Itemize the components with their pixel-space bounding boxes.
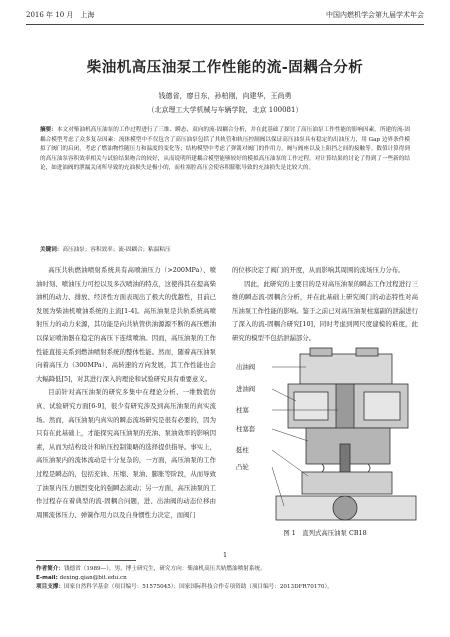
abstract-label: 摘要： (40, 127, 57, 133)
label-plunger-barrel: 柱塞套 (236, 425, 256, 433)
label-outlet-valve: 出油阀 (236, 363, 256, 371)
footnote-label: E-mail: (36, 575, 58, 582)
footnote-rule (36, 560, 136, 561)
author-list: 钱德省，廖日东，孙柏刚，向建华，王尚勇 (158, 92, 292, 100)
abstract-text: 本文对柴油机高压油泵的工作过程进行了三维、瞬态、双向的流-固耦合分析，并在此基础了探讨了高压油泵工作性能的影响因素。所建的流-固耦合模型考虑了众多复杂因素：流体模型中不仅包含了高压油泵包括了其轨管和轨压控制阀以保证高压油泵具有稳定的出油压力，用 Gap 边界条件模拟了阀门的启闭，考虑了燃油物性随压力和温度的变化等；结构模型中考虑了弹簧对阀门的作用力。阀与阀座以及上阻挡之间的接触等。数值计算得到的高压油泵容积效率相关与试验结果吻合的较好，从而说明所建耦合模型能够较好的模拟高压油泵的工作过程。对计算结果的讨论了得到了一些新的结论，如进油阀的泄漏关闭所导致的充油损失是极小的，而柱塞腔高压会使容积膨胀导致的充油损失是比较大的。 (40, 127, 410, 172)
footnotes (36, 565, 420, 593)
pump-figure (236, 346, 422, 526)
footnote-author-bio (36, 565, 420, 574)
header-rule (26, 24, 424, 25)
pump-cross-section-drawing (236, 346, 422, 526)
page-number: 1 (222, 551, 228, 559)
keywords (40, 245, 410, 253)
footnote-email (36, 574, 420, 583)
paper-title: 柴油机高压油泵工作性能的流-固耦合分析 (86, 60, 364, 76)
header-conference: 中国内燃机学会第九届学术年会 (326, 11, 424, 19)
footnote-text: dexing.qian@bit.edu.cn (59, 575, 127, 582)
page-header (26, 6, 424, 20)
footnote-text: 国家自然科学基金（项目编号：51575045）；国家国际科技合作专项资助（项目编号：2013DFR70170）。 (63, 584, 333, 591)
label-cam: 凸轮 (236, 463, 249, 471)
footnote-label: 作者简介： (36, 566, 64, 572)
keywords-text: 高压油泵；容积效率；流-固耦合；粘温粘压 (62, 247, 171, 253)
footnote-label: 项目支撑： (36, 584, 64, 591)
body-column-right (232, 264, 418, 346)
body-paragraph: 目前针对高压油泵的研究多集中在理论分析、一维数值仿真、试验研究方面[6-9]，很少有研究涉及到高压油泵的真实流场。然而，高压油泵内真实的瞬态流场研究是很有必要的，因为只有在此基础上，才能探究高压油泵的充油、泵油效率的影响因素，从而为结构设计和轨压控制策略的选择提供指导。事实上，高压油泵内的流体流动是十分复杂的，一方面，高压油泵的工作过程是瞬态的，包括充油、压缩、泵油、膨胀等阶段，从而导致了油泵内压力剧烈变化的强瞬态流动；另一方面，高压油泵的工作过程存在着典型的流-固耦合问题，进、出油阀的动态位移由周围流体压力、弹簧作用力以及自身惯性力决定，而阀门 (36, 388, 216, 519)
body-paragraph: 因此，此研究的主要目的是对高压油泵的瞬态工作过程进行三维的瞬态流-固耦合分析，并在此基础上研究阀门的动态特性对高压油泵工作性能的影响。鉴于之前已对高压油泵柱塞副的泄漏进行了深入的流-固耦合研究[10]，同时考虑到网尺度建模的难度，此研究的模型不包括泄漏部分。 (232, 279, 418, 342)
header-date: 2016 年 10 月 上海 (26, 11, 95, 19)
label-plunger: 柱塞 (236, 406, 249, 414)
footnote-funding (36, 583, 420, 592)
affiliation: （北京理工大学机械与车辆学院，北京 100081） (147, 106, 303, 114)
label-inlet-valve: 进油阀 (236, 385, 256, 393)
keywords-label: 关键词： (40, 247, 63, 253)
body-paragraph: 的位移决定了阀门的开度，从而影响其周围的流场压力分布。 (232, 266, 405, 274)
body-paragraph: 高压共轨燃油喷射系统具有高喷油压力（>200MPa）、喷油时刻、喷油压力可控以及多次喷油的特点，这使得其在提高柴油机的动力、排放、经济性方面表现出了极大的优越性，目前已发展为柴油机喷油系统的主流[1-4]。高压油泵是共轨系统高喷射压力的动力来源，其功能是向共轨管供油源源不断的高压燃油以保证喷油器在稳定的高压下连续喷油。因而，高压油泵的工作性能直接关系到燃油喷射系统的整体性能。然而，随着高压油泵向着高压力（300MPa）、高转速的方向发展，其工作性能也会大幅降低[5]，对其进行深入的理论和试验研究具有重要意义。 (36, 266, 216, 383)
figure-caption: 图 1 直列式高压油泵 CB18 (283, 529, 367, 537)
body-column-left (36, 264, 216, 522)
abstract (40, 126, 410, 174)
label-tappet: 挺柱 (236, 446, 249, 454)
footnote-text: 钱德省（1989—），男，博士研究生，研究方向：柴油机高压共轨燃油喷射系统。 (63, 566, 266, 572)
